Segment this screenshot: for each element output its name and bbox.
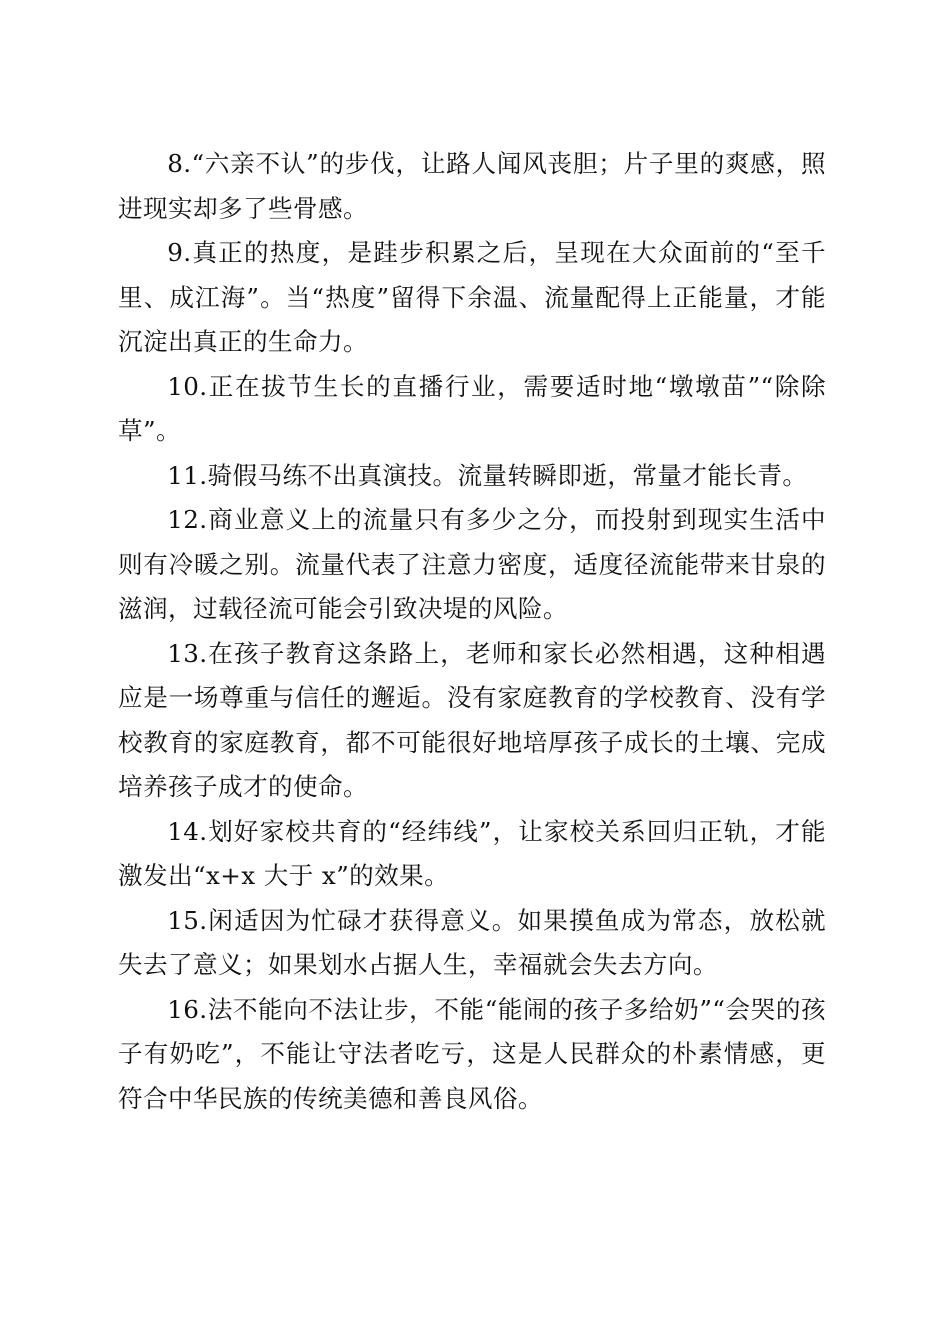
paragraph-10: 10.正在拔节生长的直播行业，需要适时地“墩墩苗”“除除草”。 (118, 371, 826, 445)
paragraph-9: 9.真正的热度，是跬步积累之后，呈现在大众面前的“至千里、成江海”。当“热度”留得下余温、流量配得上正能量，才能沉淀出真正的生命力。 (118, 238, 826, 356)
paragraph-14: 14.划好家校共育的“经纬线”，让家校关系回归正轨，才能激发出“x+x 大于 x”的效果。 (118, 816, 826, 890)
document-page (118, 142, 826, 1121)
paragraph-12: 12.商业意义上的流量只有多少之分，而投射到现实生活中则有冷暖之别。流量代表了注意力密度，适度径流能带来甘泉的滋润，过载径流可能会引致决堤的风险。 (118, 505, 826, 623)
paragraph-16: 16.法不能向不法让步，不能“能闹的孩子多给奶”“会哭的孩子有奶吃”，不能让守法者吃亏，这是人民群众的朴素情感，更符合中华民族的传统美德和善良风俗。 (118, 994, 826, 1113)
paragraph-8: 8.“六亲不认”的步伐，让路人闻风丧胆；片子里的爽感，照进现实却多了些骨感。 (118, 149, 826, 223)
paragraph-13: 13.在孩子教育这条路上，老师和家长必然相遇，这种相遇应是一场尊重与信任的邂逅。没有家庭教育的学校教育、没有学校教育的家庭教育，都不可能很好地培厚孩子成长的土壤、完成培养孩子成才的使命。 (118, 638, 826, 801)
paragraph-15: 15.闲适因为忙碌才获得意义。如果摸鱼成为常态，放松就失去了意义；如果划水占据人生，幸福就会失去方向。 (118, 905, 826, 979)
paragraph-11: 11.骑假马练不出真演技。流量转瞬即逝，常量才能长青。 (167, 460, 808, 490)
